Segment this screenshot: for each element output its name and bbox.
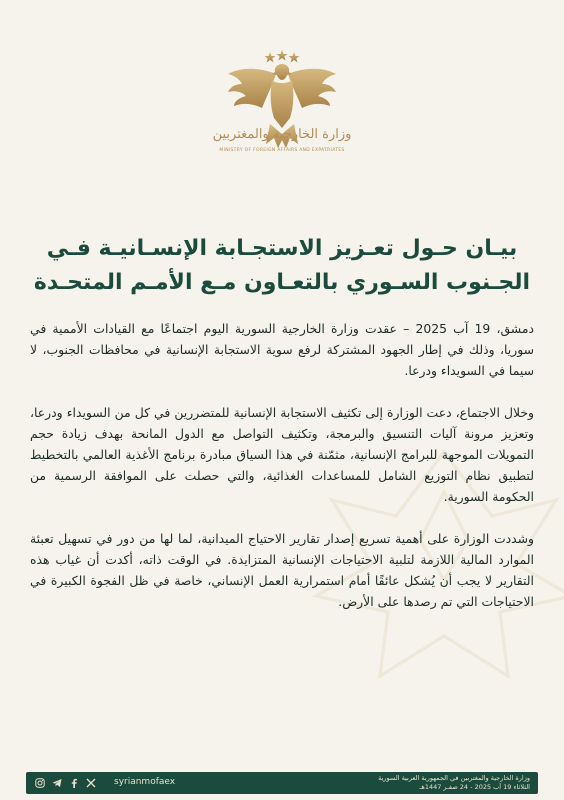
footer-bar — [26, 772, 538, 794]
title-line-2: الجـنوب السـوري بالتعـاون مـع الأمـم المتحـدة — [33, 270, 531, 295]
social-icons — [34, 772, 96, 794]
paragraph-1: دمشق، 19 آب 2025 – عقدت وزارة الخارجية السورية اليوم اجتماعًا مع القيادات الأممية في سوريا، وذلك في إطار الجهود المشتركة لرفع سوية الاستجابة الإنسانية في محافظات الجنوب، لا سيما في السويداء ودرعا. — [30, 321, 534, 378]
statement-title — [30, 232, 534, 300]
statement-body — [30, 318, 534, 633]
footer-date-line: الثلاثاء 19 آب 2025 - 24 صفـر 1447هـ — [419, 783, 530, 791]
ministry-logo-arabic: وزارة الخارجية والمغتربين — [212, 127, 352, 142]
paragraph-2: وخلال الاجتماع، دعت الوزارة إلى تكثيف الاستجابة الإنسانية للمتضررين في كل من السويداء ودرعا، وتعزيز مرونة آليات التنسيق والبرمجة، وتكثيف التواصل مع الدول المانحة بهدف زيادة حجم التمويلات الموجهة للبرامج الإنسانية، مثمّنة في هذا السياق مبادرة برنامج الأغذية العالمي بالتخطيط لتطبيق نظام التوزيع الشامل للمساعدات الغذائية، والتي حصلت على الموافقة الرسمية من الحكومة السورية. — [30, 405, 534, 504]
social-handle[interactable]: syrianmofaex — [114, 777, 176, 787]
footer-ministry-line: وزارة الخارجية والمغتربين في الجمهورية العربية السورية — [378, 774, 530, 782]
paragraph-3: وشددت الوزارة على أهمية تسريع إصدار تقارير الاحتياج الميدانية، لما لها من دور في تسهيل تعبئة الموارد المالية اللازمة لتلبية الاحتياجات الإنسانية المتزايدة. في الوقت ذاته، أكدت أن غياب هذه التقارير لا يجب أن يُشكل عائقًا أمام استمرارية العمل الإنساني، خاصة في ظل الفجوة الكبيرة في الاحتياجات التي تم رصدها على الأرض. — [30, 531, 534, 609]
x-icon[interactable] — [85, 778, 96, 789]
telegram-icon[interactable] — [51, 778, 62, 789]
title-line-1: بيـان حـول تعـزيز الاستجـابة الإنسـانيـة فـي — [46, 236, 518, 261]
footer-info — [378, 774, 530, 792]
instagram-icon[interactable] — [34, 778, 45, 789]
facebook-icon[interactable] — [68, 778, 79, 789]
ministry-logo-english: MINISTRY OF FOREIGN AFFAIRS AND EXPATRIATES — [219, 148, 345, 153]
